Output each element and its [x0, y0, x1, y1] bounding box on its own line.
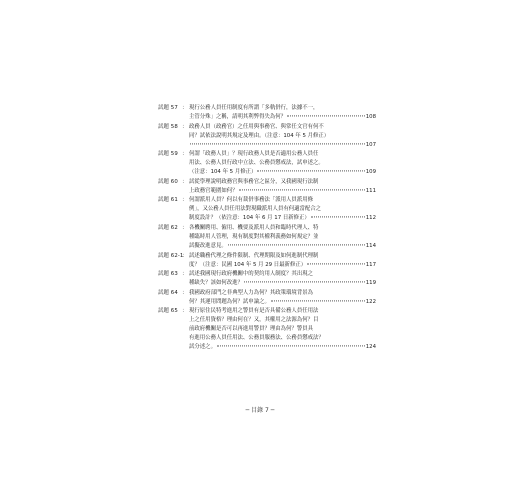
- question-text: 何謂「政務人員」？現行政務人員是否適用公務人員任: [189, 151, 319, 158]
- question-label: 試題 62-1: [158, 252, 184, 259]
- dot-leader: [190, 143, 365, 144]
- page-number: 114: [365, 242, 376, 249]
- colon-separator: ：: [182, 151, 188, 158]
- colon-separator: ：: [182, 197, 188, 204]
- question-text: 有進用公務人員任用法、公務員服務法、公務員懲戒法？: [189, 335, 324, 342]
- question-text: 現行原住民特考進用之警員有是否具備公務人員任用法: [189, 308, 319, 315]
- page-footer: ─ 目錄 7 ─: [245, 407, 275, 414]
- colon-separator: ：: [182, 289, 188, 296]
- dot-leader: [244, 282, 365, 283]
- dot-leader: [307, 263, 365, 264]
- toc-entry[interactable]: [158, 123, 376, 150]
- table-of-contents: [158, 104, 376, 353]
- toc-entry[interactable]: [158, 150, 376, 177]
- question-label: 試題 61: [158, 197, 178, 204]
- question-text: 用法、公務人員行政中立法、公務員懲戒法，試申述之。: [189, 160, 324, 167]
- question-label: 試題 63: [158, 271, 178, 278]
- toc-entry[interactable]: [158, 289, 376, 307]
- question-text: 各機關聘用、僱用、機要及派用人員和臨時代理人、特: [189, 224, 319, 231]
- question-text: 何？其運用問題為何？試申論之。: [189, 298, 270, 305]
- colon-separator: ：: [182, 178, 188, 185]
- question-text: 現行公務人員任用制度有所謂「多軌併行，法據不一，: [189, 105, 319, 111]
- question-text: 前政府機關是否可以再進用警員？理由為何？警員具: [189, 326, 313, 333]
- dot-leader: [228, 244, 365, 245]
- question-text: 試述職務代理之條件限制、代理期限及如何進制代理制: [189, 252, 319, 259]
- question-text: 何謂派用人員？何以有裁併事務法「派用人員派用條: [189, 197, 313, 204]
- page-number: 124: [365, 344, 376, 351]
- toc-entry[interactable]: [158, 196, 376, 223]
- dot-leader: [217, 346, 365, 347]
- question-text: 制度設計？（依注意：104 年 6 月 17 日新修正）: [189, 215, 310, 222]
- page-number: 109: [365, 169, 376, 176]
- toc-entry[interactable]: [158, 252, 376, 270]
- toc-entry[interactable]: [158, 307, 376, 352]
- dot-leader: [271, 300, 365, 301]
- dot-leader: [239, 189, 365, 190]
- question-text: 種臨時用人管理，現有制度對其權利義務如何規定？並: [189, 233, 319, 240]
- page-number: 122: [365, 298, 376, 305]
- page-number: 112: [365, 215, 376, 222]
- page-number: 107: [365, 141, 376, 148]
- toc-entry[interactable]: [158, 270, 376, 288]
- question-label: 試題 62: [158, 224, 178, 231]
- colon-separator: ：: [182, 105, 188, 111]
- question-text: 試從學理說明政務官與事務官之區分，又我國現行法制: [189, 178, 319, 185]
- question-text: 例」，又公務人員任用法對現職派用人員有何適當配合之: [189, 206, 322, 213]
- colon-separator: ：: [182, 308, 188, 315]
- question-text: 政務人員（政務官）之任用與事務官、與常任文官有何不: [189, 123, 324, 130]
- question-text: 試分述之。: [189, 344, 216, 351]
- question-text: 上之任用資格？理由何在？又，其權用之法源為何？目: [189, 317, 319, 324]
- question-text: 度？（注意：民國 104 年 5 月 29 日最新修正）: [189, 261, 307, 268]
- page-number: 108: [365, 114, 376, 120]
- dot-leader: [287, 115, 365, 116]
- page-number: 117: [365, 261, 376, 268]
- page-number: 111: [365, 187, 376, 194]
- question-label: 試題 60: [158, 178, 178, 185]
- colon-separator: ：: [182, 252, 188, 259]
- question-text: 試述我國現行政府機關中的契約用人制度？其出現之: [189, 271, 313, 278]
- colon-separator: ：: [182, 123, 188, 130]
- question-text: 主管分殊」之稱，請明其利弊得失為何？: [189, 114, 287, 120]
- colon-separator: ：: [182, 224, 188, 231]
- question-label: 試題 64: [158, 289, 178, 296]
- question-text: 試擬改進意見。: [189, 242, 227, 249]
- question-text: （注意：104 年 5 月修正）: [189, 169, 257, 176]
- question-label: 試題 59: [158, 151, 178, 158]
- dot-leader: [311, 217, 365, 218]
- question-label: 試題 65: [158, 308, 178, 315]
- question-label: 試題 57: [158, 105, 178, 111]
- toc-entry[interactable]: [158, 178, 376, 196]
- question-text: 種缺失？該如何改進？: [189, 280, 243, 287]
- dot-leader: [257, 171, 364, 172]
- toc-entry[interactable]: [158, 104, 376, 122]
- question-text: 同？試依法說明其規定及理由。（注意：104 年 5 月修正）: [189, 132, 330, 139]
- question-text: 上政務官範圍如何？: [189, 187, 238, 194]
- question-text: 我國政府部門之非典型人力為何？其政策環境背景為: [189, 289, 313, 296]
- page-number: 119: [365, 280, 376, 287]
- colon-separator: ：: [182, 271, 188, 278]
- toc-entry[interactable]: [158, 224, 376, 251]
- question-label: 試題 58: [158, 123, 178, 130]
